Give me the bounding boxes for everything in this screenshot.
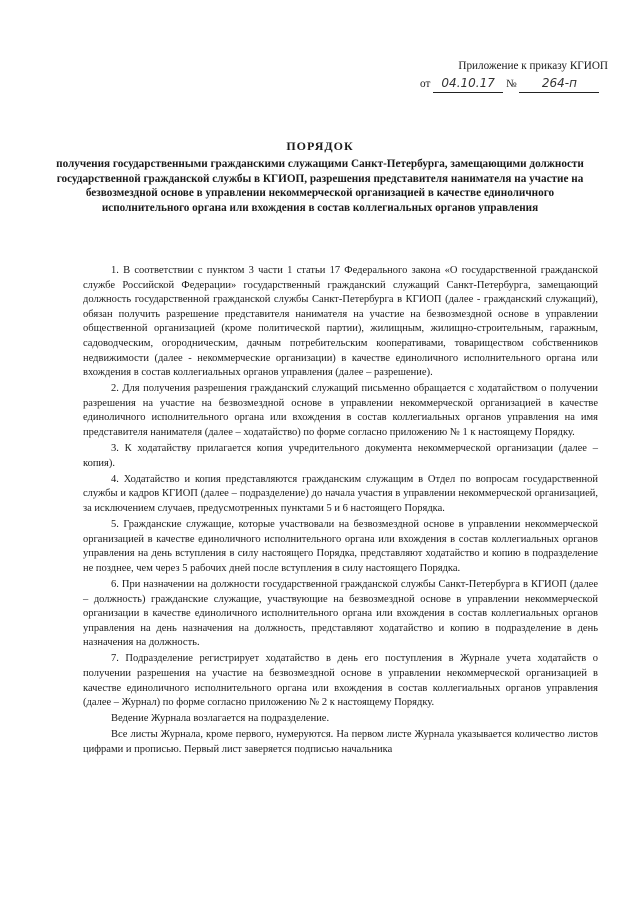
paragraph-6: 6. При назначении на должности государственной гражданской службы Санкт-Петербурга в КГИОП (далее – должность) гражданские служащие, участвующие на безвозмездной основе в управлении некоммерческой организации в качестве единоличного исполнительного органа или вхождения в состав коллегиальных органов управления на день назначения на должность, представляют ходатайство и копию в подразделение в день назначения на должность. [83,578,598,649]
paragraph-journal-assignment: Ведение Журнала возлагается на подразделение. [111,713,330,725]
annex-reference [408,58,608,93]
handwritten-date: 04.10.17 [433,75,503,93]
paragraph-5: 5. Гражданские служащие, которые участвовали на безвозмездной основе в управлении некоммерческой организацией в качестве единоличного исполнительного органа или вхождения в состав коллегиальных органов управления на день вступления в силу настоящего Порядка, представляют ходатайство и копию в подразделение не позднее, чем через 5 рабочих дней после вступления в силу настоящего Порядка. [83,519,598,574]
paragraph-1: 1. В соответствии с пунктом 3 части 1 статьи 17 Федерального закона «О государственной гражданской службе Российской Федерации» государственный гражданский служащий Санкт-Петербурга, замещающий должность государственной гражданской службы Санкт-Петербурга в КГИОП (далее - гражданский служащий), обязан получить разрешение представителя нанимателя на участие на безвозмездной основе в управлении общественной организацией (кроме политической партии), жилищным, жилищно-строительным, гаражным, садоводческим, огородническим, дачным потребительским кооперативами, товариществом собственников недвижимости (далее - некоммерческие организации) в качестве единоличного исполнительного органа или вхождения в состав коллегиальных органов управления (далее – разрешение). [83,265,598,379]
document-subtitle: получения государственными гражданскими служащими Санкт-Петербурга, замещающими должности государственной гражданской службы в КГИОП, разрешения представителя нанимателя на участие на безвозмездной основе в управлении некоммерческой организацией в качестве единоличного исполнительного органа или вхождения в состав коллегиальных органов управления [56,158,584,214]
paragraph-journal-pages: Все листы Журнала, кроме первого, нумеруются. На первом листе Журнала указывается количество листов цифрами и прописью. Первый лист заверяется подписью начальника [83,729,598,755]
paragraph-2: 2. Для получения разрешения гражданский служащий письменно обращается с ходатайством о получении разрешения на участие на безвозмездной основе в управлении некоммерческой организацией в качестве единоличного исполнительного органа или вхождения в состав коллегиальных органов управления на имя представителя нанимателя (далее – ходатайство) по форме согласно приложению № 1 к настоящему Порядку. [83,383,598,439]
paragraph-4: 4. Ходатайство и копия представляются гражданским служащим в Отдел по вопросам государственной службы и кадров КГИОП (далее – подразделение) до начала участия в управлении некоммерческой организацией, за исключением случаев, предусмотренных пунктами 5 и 6 настоящего Порядка. [83,473,598,514]
paragraph-3: 3. К ходатайству прилагается копия учредительного документа некоммерческой организации (далее – копия). [83,443,598,469]
date-prefix: от [420,78,431,90]
annex-date-number-line [420,75,608,93]
document-title: ПОРЯДОК [286,139,354,153]
paragraph-7: 7. Подразделение регистрирует ходатайство в день его поступления в Журнале учета ходатайств о получении разрешения на участие на безвозмездной основе в управлении некоммерческой организацией в качестве единоличного исполнительного органа или вхождения в состав коллегиальных органов управления (далее – Журнал) по форме согласно приложению № 2 к настоящему Порядку. [83,653,598,709]
document-body [83,264,598,759]
number-prefix: № [505,78,517,90]
handwritten-number: 264-п [519,75,599,93]
annex-line: Приложение к приказу КГИОП [458,60,608,72]
